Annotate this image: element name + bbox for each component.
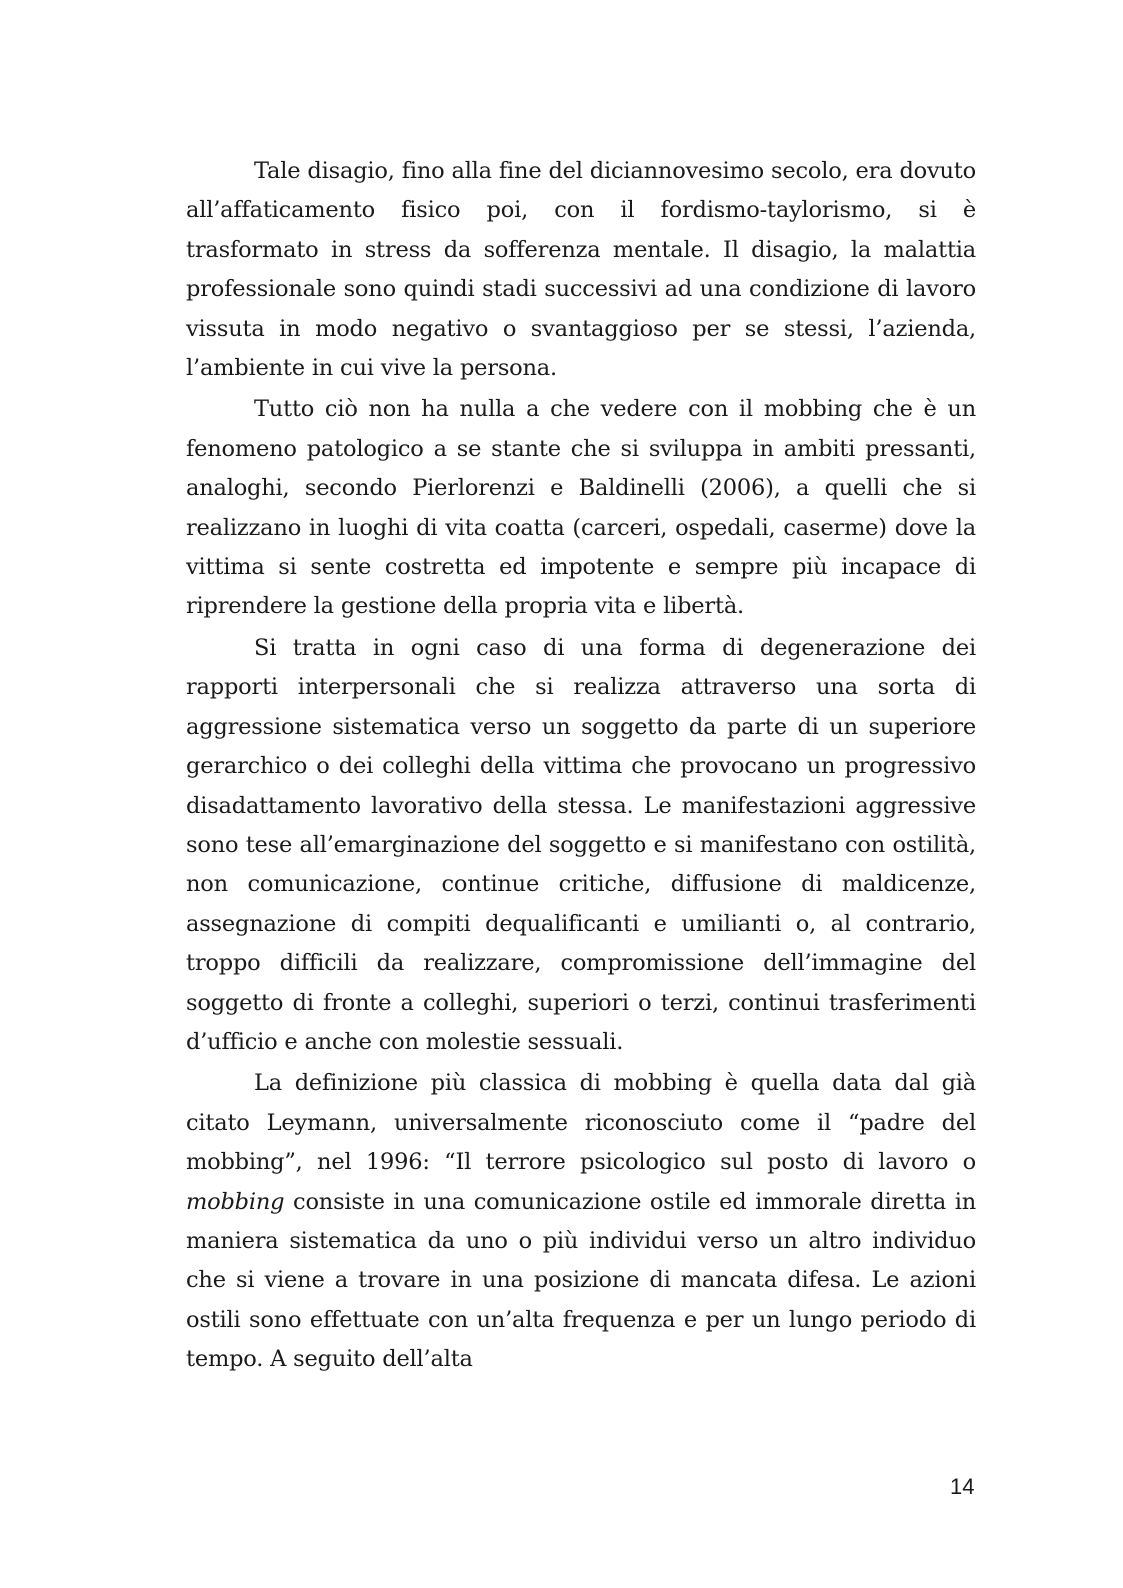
paragraph-4-italic-term: mobbing [186, 1188, 285, 1215]
paragraph-2: Tutto ciò non ha nulla a che vedere con il mobbing che è un fenomeno patologico a se stante che si sviluppa in ambiti pressanti, analoghi, secondo Pierlorenzi e Baldinelli (2006), a quelli che si realizzano in luoghi di vita coatta (carceri, ospedali, caserme) dove la vittima si sente costretta ed impotente e sempre più incapace di riprendere la gestione della propria vita e libertà. [186, 396, 976, 620]
paragraph-3: Si tratta in ogni caso di una forma di degenerazione dei rapporti interpersonali che si realizza attraverso una sorta di aggressione sistematica verso un soggetto da parte di un superiore gerarchico o dei colleghi della vittima che provocano un progressivo disadattamento lavorativo della stessa. Le manifestazioni aggressive sono tese all’emarginazione del soggetto e si manifestano con ostilità, non comunicazione, continue critiche, diffusione di maldicenze, assegnazione di compiti dequalificanti e umilianti o, al contrario, troppo difficili da realizzare, compromissione dell’immagine del soggetto di fronte a colleghi, superiori o terzi, continui trasferimenti d’ufficio e anche con molestie sessuali. [186, 634, 976, 1055]
body-text [186, 152, 976, 1380]
paragraph-4-text-before: La definizione più classica di mobbing è quella data dal già citato Leymann, universalmente riconosciuto come il “padre del mobbing”, nel 1996: “Il terrore psicologico sul posto di lavoro o [186, 1070, 976, 1176]
paragraph-4 [186, 1064, 976, 1379]
paragraph-1: Tale disagio, fino alla fine del diciannovesimo secolo, era dovuto all’affaticamento fisico poi, con il fordismo-taylorismo, si è trasformato in stress da sofferenza mentale. Il disagio, la malattia professionale sono quindi stadi successivi ad una condizione di lavoro vissuta in modo negativo o svantaggioso per se stessi, l’azienda, l’ambiente in cui vive la persona. [186, 158, 976, 382]
paragraph-4-text-after: consiste in una comunicazione ostile ed immorale diretta in maniera sistematica da uno o più individui verso un altro individuo che si viene a trovare in una posizione di mancata difesa. Le azioni ostili sono effettuate con un’alta frequenza e per un lungo periodo di tempo. A seguito dell’alta [186, 1188, 976, 1373]
page-number: 14 [950, 1474, 975, 1499]
